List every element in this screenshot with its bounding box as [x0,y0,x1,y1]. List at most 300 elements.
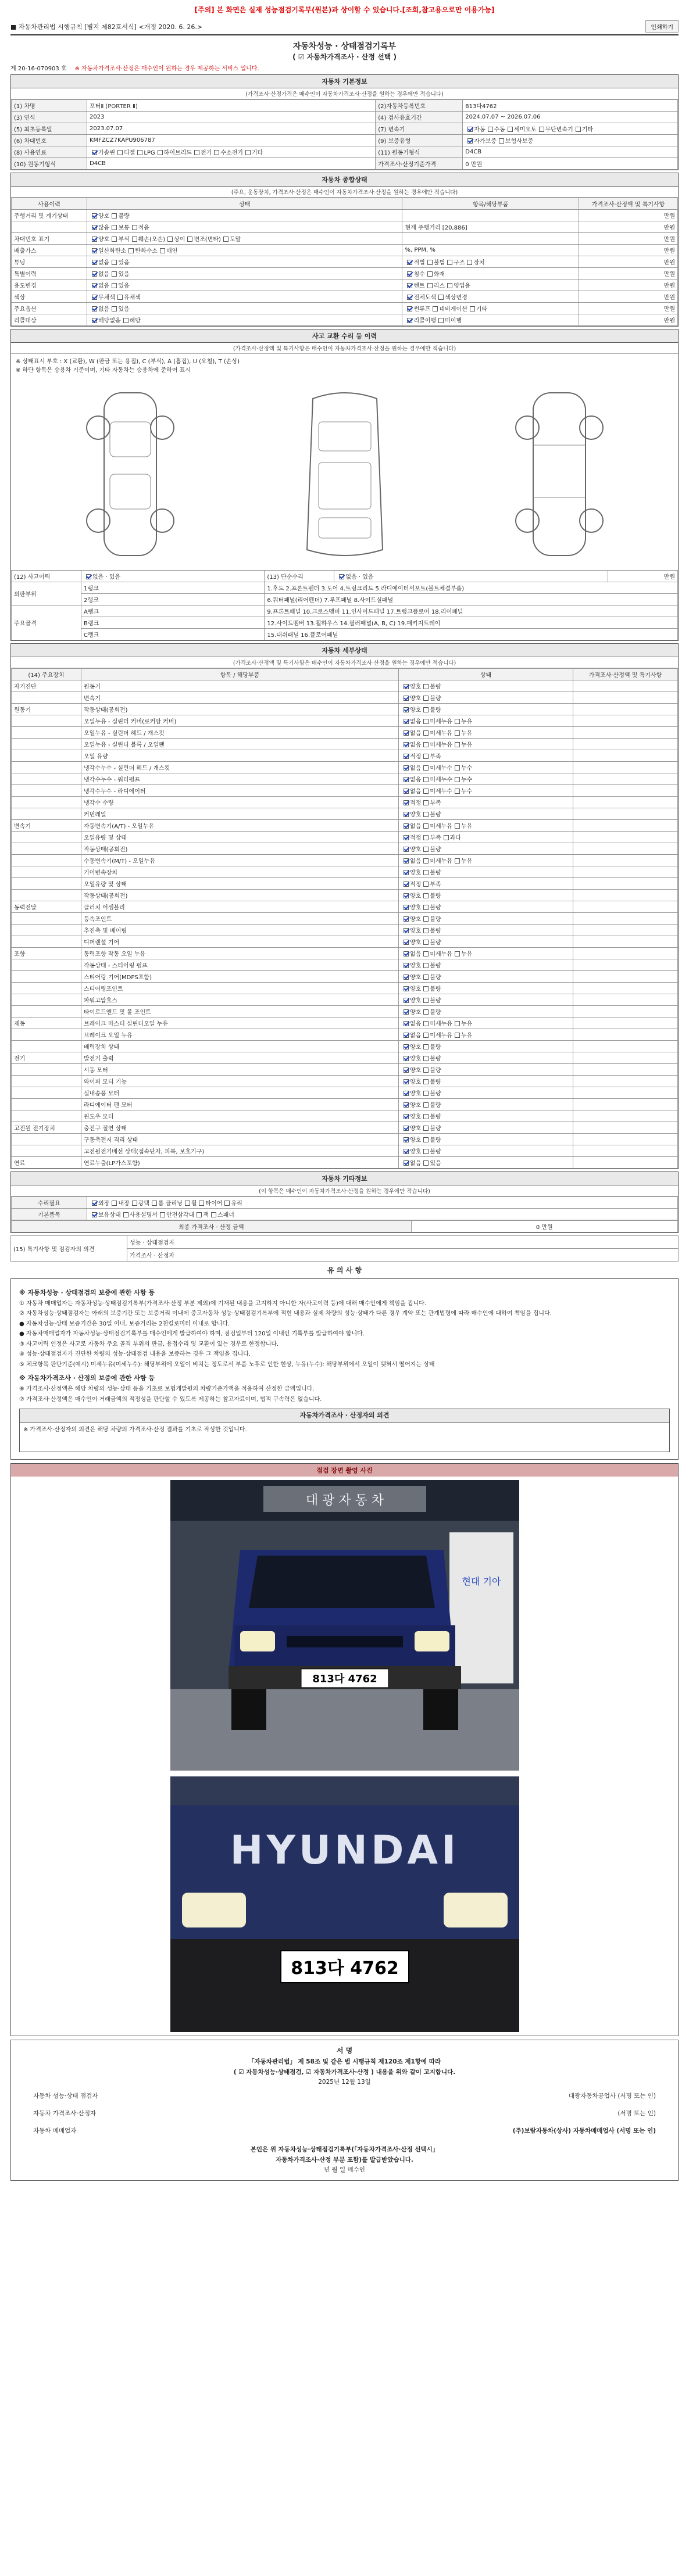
status-part: 침수 화재 [402,268,579,280]
detail-row [12,1006,678,1017]
outer-panel-label: 외판부위 [12,582,81,606]
detail-state: 없음 미세누유 누유 [399,715,573,727]
checkbox [455,765,460,771]
detail-remark [573,948,678,959]
status-state: 없음 있음 [87,280,402,291]
basic-info-value: KMFZCZ7KAPU906787 [87,135,376,146]
detail-remark [573,1052,678,1064]
status-row [12,245,678,256]
checkbox [455,742,460,747]
detail-state: 양호 불량 [399,890,573,901]
detail-state: 양호 불량 [399,1134,573,1145]
basic-info-value: 포터Ⅱ (PORTER Ⅱ) [87,100,376,112]
detail-state: 양호 불량 [399,925,573,936]
detail-device [12,1029,81,1041]
status-item: 차대번호 표기 [12,233,87,245]
plate-number-closeup: 813다 4762 [290,1958,399,1979]
outer-rank1-items: 1.후드 2.프론트펜더 3.도어 4.트렁크리드 5.라디에이터서포트(볼트체결부품) [265,582,678,594]
detail-part: 발전기 출력 [81,1052,399,1064]
status-remark: 만원 [579,210,678,221]
detail-device [12,913,81,925]
signer-dealer: 자동차 매매업자 (주)보람자동차(상사) 자동차매매업사 (서명 또는 인) [33,2127,656,2134]
checkbox [92,237,97,242]
checkbox [423,1160,429,1166]
detail-row [12,936,678,948]
detail-remark [573,785,678,797]
status-remark: 만원 [579,233,678,245]
detail-device [12,1087,81,1099]
checkbox [423,998,429,1003]
detail-device [12,692,81,704]
checkbox [404,765,409,771]
detail-remark [573,1145,678,1157]
detail-row [12,1087,678,1099]
detail-part: 오일누유 - 실린더 블록 / 오일팬 [81,739,399,750]
detail-row [12,739,678,750]
basic-info-value: 2023.07.07 [87,123,376,135]
detail-remark [573,1006,678,1017]
status-row [12,221,678,233]
status-remark: 만원 [579,256,678,268]
status-row [12,210,678,221]
detail-remark [573,1017,678,1029]
checkbox [404,893,409,898]
checkbox [404,1033,409,1038]
final-price-label: 최종 가격조사 · 산정 금액 [12,1221,412,1233]
detail-state: 양호 불량 [399,843,573,855]
basic-info-label: 가격조사·산정기준가격 [376,158,463,170]
detail-status-section [10,643,679,1169]
detail-device [12,971,81,983]
checkbox [92,271,97,277]
checkbox [92,306,97,311]
detail-state: 양호 불량 [399,1052,573,1064]
damage-history-note: (가격조사·산정액 및 특기사항은 매수인이 자동차가격조사·산정을 원하는 경우에만 적습니다) [11,343,678,354]
detail-row [12,1041,678,1052]
checkbox [423,1091,429,1096]
detail-device [12,1076,81,1087]
detail-state: 적정 부족 [399,878,573,890]
basic-info-label: (9) 보증유형 [376,135,463,146]
detail-device [12,715,81,727]
outer-rank1: 1랭크 [81,582,265,594]
checkbox [160,1212,165,1217]
basic-info-value: D4CB [463,146,678,158]
overall-status-section [10,173,679,327]
basic-info-value: 가솔린 디젤 LPG 하이브리드 전기 수소전기 기타 [87,146,376,158]
print-button[interactable]: 인쇄하기 [645,20,679,33]
detail-state: 양호 불량 [399,680,573,692]
detail-device [12,1006,81,1017]
checkbox [470,306,475,311]
checkbox [112,271,117,277]
detail-device [12,1145,81,1157]
outer-rank2: 2랭크 [81,594,265,606]
detail-device: 동력전달 [12,901,81,913]
damage-history-section [10,329,679,641]
checkbox [197,1212,202,1217]
checkbox [467,127,473,132]
detail-part: 냉각수 수량 [81,797,399,808]
detail-row [12,1064,678,1076]
status-part: 리콜이행 미이행 [402,314,579,326]
main-rankC-items: 15.대쉬패널 16.플로어패널 [265,629,678,640]
checkbox [455,858,460,864]
detail-device [12,773,81,785]
warranty-paragraph: ● 자동차매매업자가 자동차성능·상태점검기록부를 매수인에게 발급하여야 하며, 점검일부터 120일 이내인 기록부를 발급하여야 합니다. [19,1331,365,1338]
detail-part: 배력장치 상태 [81,1041,399,1052]
detail-remark [573,1157,678,1169]
detail-row [12,959,678,971]
checkbox [404,800,409,805]
inspection-photos [10,1463,679,2036]
checkbox [407,295,412,300]
checkbox [423,905,429,910]
checkbox [455,823,460,829]
detail-state: 없음 미세누유 누유 [399,1029,573,1041]
detail-device [12,750,81,762]
checkbox [423,1044,429,1049]
front-truck-illustration [170,1480,519,1771]
warranty-paragraph: ⑤ 체크항목 판단기준(예시) 미세누유(미세누수): 해당부위에 오일이 비치는 정도로서 부품 노후로 인한 현상, 누유(누수): 해당부위에서 오일이 맺혀서 떨어지는 상태 [19,1361,435,1368]
basic-info-label: (5) 최초등록일 [12,123,87,135]
detail-part: 냉각수누수 - 라디에이터 [81,785,399,797]
checkbox [423,1009,429,1015]
checkbox [423,754,429,759]
doc-number: 제 20-16-070903 호 [10,66,67,72]
detail-row [12,832,678,843]
checkbox [423,1137,429,1142]
detail-remark [573,994,678,1006]
detail-state: 적정 부족 과다 [399,832,573,843]
other-info-heading: 자동차 기타정보 [11,1172,678,1185]
checkbox [455,1033,460,1038]
detail-remark [573,1087,678,1099]
status-state: 많음 보통 적음 [87,221,402,233]
repair-label: (13) 단순수리 [265,571,334,582]
detail-state: 양호 불량 [399,994,573,1006]
checkbox [423,1102,429,1108]
detail-device [12,983,81,994]
checkbox [423,893,429,898]
detail-part: 타이로드엔드 및 볼 조인트 [81,1006,399,1017]
detail-part: 동력조향 작동 오일 누유 [81,948,399,959]
detail-state: 없음 있음 [399,1157,573,1169]
status-item: 튜닝 [12,256,87,268]
detail-part: 등속조인트 [81,913,399,925]
status-state: 해당없음 해당 [87,314,402,326]
status-remark: 만원 [579,221,678,233]
detail-part: 디퍼렌셜 기어 [81,936,399,948]
checkbox [112,283,117,288]
checkbox [423,870,429,875]
detail-remark [573,1064,678,1076]
basic-info-label: (7) 변속기 [376,123,463,135]
warranty-paragraph: ② 자동차성능·상태점검자는 아래의 보증기간 또는 보증거리 이내에 중고자동차 성능·상태점검기록부에 적힌 내용과 실제 차량의 성능·상태가 다른 경우 계약 또는 관계법령에 따라 매수인에 대하여 책임을 집니다. [19,1310,552,1317]
checkbox [447,260,452,265]
declaration-line1: 「자동차관리법」 제 58조 및 같은 법 시행규칙 제120조 제1항에 따라 [248,2058,441,2065]
checkbox [132,225,137,230]
checkbox [539,127,544,132]
checkbox [467,260,472,265]
checkbox [404,1044,409,1049]
detail-remark [573,727,678,739]
checkbox [404,974,409,980]
detail-row [12,925,678,936]
hyundai-lettering: HYUNDAI [230,1828,459,1874]
basic-info-value: 2023 [87,112,376,123]
price-service-note: ※ 자동차가격조사·산정은 매수인이 원하는 경우 제공하는 서비스 입니다. [74,66,259,72]
detail-device [12,785,81,797]
detail-row [12,715,678,727]
detail-remark [573,1029,678,1041]
outer-rank2-items: 6.쿼터패널(리어펜더) 7.루프패널 8.사이드실패널 [265,594,678,606]
detail-part: 냉각수누수 - 워터펌프 [81,773,399,785]
appraiser-opinion-heading: 자동차가격조사 · 산정자의 의견 [20,1409,669,1423]
checkbox [423,777,429,782]
final-price-table [11,1220,678,1233]
checkbox [404,1102,409,1108]
basic-info-row [12,123,678,135]
checkbox [404,940,409,945]
checkbox [404,707,409,712]
detail-state: 양호 불량 [399,704,573,715]
checkbox [455,777,460,782]
checkbox [576,127,581,132]
status-state: 양호 부식 훼손(오손) 상이 변조(변타) 도말 [87,233,402,245]
detail-part: 작동상태(공회전) [81,843,399,855]
preview-notice: [주의] 본 화면은 실제 성능점검기록부(원본)과 상이할 수 있습니다.[조회,참고용으로만 이용가능] [194,6,495,14]
status-state: 없음 있음 [87,256,402,268]
basic-info-label: (2)자동차등록번호 [376,100,463,112]
detail-remark [573,832,678,843]
checkbox [123,1212,128,1217]
detail-part: 실내송풍 모터 [81,1087,399,1099]
checkbox [404,754,409,759]
checkbox [187,237,192,242]
detail-part: 스티어링조인트 [81,983,399,994]
status-part: 렌트 리스 영업용 [402,280,579,291]
checkbox [128,248,134,253]
checkbox [404,777,409,782]
main-rankA-items: 9.프론트패널 10.크로스멤버 11.인사이드패널 17.트렁크플로어 18.리어패널 [265,606,678,617]
detail-column-header: (14) 주요장치 [12,669,81,680]
checkbox [423,823,429,829]
opinion-appraiser: 가격조사 · 산정자 [127,1249,679,1262]
basic-info-label: (3) 연식 [12,112,87,123]
checkbox [404,1009,409,1015]
detail-row [12,1099,678,1110]
status-remark: 만원 [579,245,678,256]
inspection-photos-heading: 점검 장면 촬영 사진 [11,1464,678,1477]
detail-device: 전기 [12,1052,81,1064]
detail-part: 오일유량 및 상태 [81,878,399,890]
detail-part: 오일누유 - 실린더 커버(로커암 커버) [81,715,399,727]
basic-info-label: (10) 원동기형식 [12,158,87,170]
status-remark: 만원 [579,291,678,303]
detail-row [12,1052,678,1064]
signer-inspector: 자동차 성능·상태 점검자 대광자동차공업사 (서명 또는 인) [33,2093,656,2100]
checkbox [132,237,137,242]
status-item: 특별이력 [12,268,87,280]
checkbox [158,150,163,155]
checkbox [92,318,97,323]
detail-state: 적정 부족 [399,750,573,762]
detail-state: 없음 미세누유 누유 [399,1017,573,1029]
car-side-right-diagram [492,387,626,561]
checkbox [404,986,409,991]
basic-info-value: 813다4762 [463,100,678,112]
checkbox [488,127,493,132]
basic-info-label: (6) 차대번호 [12,135,87,146]
other-info-section [10,1171,679,1233]
checkbox [423,696,429,701]
detail-row [12,704,678,715]
detail-device [12,1134,81,1145]
form-header-bar [10,20,679,35]
detail-state: 양호 불량 [399,959,573,971]
final-price-value: 0 만원 [411,1221,677,1233]
detail-row [12,855,678,866]
checkbox [404,823,409,829]
detail-device [12,1064,81,1076]
checkbox [423,765,429,771]
checkbox [404,858,409,864]
detail-state: 양호 불량 [399,913,573,925]
detail-row [12,750,678,762]
other-info-note: (이 항목은 매수인이 자동차가격조사·산정을 원하는 경우에만 적습니다) [11,1185,678,1196]
detail-state: 없음 미세누유 누유 [399,948,573,959]
detail-column-header: 가격조사·산정액 및 특기사항 [573,669,678,680]
checkbox [433,306,438,311]
other-info-label: 기본품목 [12,1209,87,1220]
detail-part: 시동 모터 [81,1064,399,1076]
checkbox [404,684,409,689]
detail-remark [573,715,678,727]
detail-row [12,680,678,692]
detail-state: 없음 미세누유 누유 [399,820,573,832]
detail-remark [573,936,678,948]
detail-part: 작동상태 - 스티어링 펌프 [81,959,399,971]
status-remark: 만원 [579,303,678,314]
basic-info-value: D4CB [87,158,376,170]
checkbox [185,1201,190,1206]
status-part: 전체도색 색상변경 [402,291,579,303]
detail-device [12,866,81,878]
detail-row [12,983,678,994]
checkbox [438,295,444,300]
detail-row [12,797,678,808]
warranty-paragraph: ③ 사고이력 인정은 사고로 자동차 주요 골격 부위의 판금, 용접수리 및 교환이 있는 경우로 한정합니다. [19,1341,279,1348]
detail-remark [573,890,678,901]
status-column-header: 사용이력 [12,198,87,210]
checkbox [223,237,229,242]
car-diagram [11,378,678,570]
checkbox [423,684,429,689]
status-part: 현재 주행거리 [20,886] [402,221,579,233]
detail-column-header: 상태 [399,669,573,680]
checkbox [404,1021,409,1026]
checkbox [404,835,409,840]
checkbox [455,730,460,736]
overall-status-heading: 자동차 종합상태 [11,173,678,187]
detail-remark [573,808,678,820]
checkbox [407,283,412,288]
detail-remark [573,901,678,913]
detail-device: 제동 [12,1017,81,1029]
damage-table [11,570,678,640]
detail-remark [573,1099,678,1110]
detail-remark [573,878,678,890]
shop-sign: 대 광 자 동 차 [305,1493,384,1509]
basic-info-heading: 자동차 기본정보 [11,75,678,88]
checkbox [112,1201,117,1206]
status-remark: 만원 [579,268,678,280]
basic-info-label: (11) 원동기형식 [376,146,463,158]
detail-row [12,1110,678,1122]
detail-state: 양호 불량 [399,1041,573,1052]
detail-state: 양호 불량 [399,692,573,704]
detail-device [12,994,81,1006]
checkbox [423,951,429,956]
inspector-opinion-table [10,1235,679,1262]
status-row [12,233,678,245]
detail-state: 적정 부족 [399,797,573,808]
checkbox [404,916,409,922]
receipt-line2: 자동차가격조사·산정 부분 포함)를 발급받았습니다. [276,2156,413,2163]
checkbox [92,295,97,300]
warranty-paragraph: ④ 성능·상태점검자가 진단한 차량의 성능·상태점검 내용을 보증하는 경우 그 책임을 집니다. [19,1351,251,1358]
basic-info-label: (8) 사용연료 [12,146,87,158]
checkbox [423,835,429,840]
status-part: %, PPM, % [402,245,579,256]
checkbox [404,1160,409,1166]
detail-row [12,948,678,959]
status-item: 색상 [12,291,87,303]
detail-row [12,843,678,855]
detail-part: 수동변속기(M/T) - 오일누유 [81,855,399,866]
detail-part: 브레이크 오일 누유 [81,1029,399,1041]
detail-row [12,762,678,773]
checkbox [117,295,123,300]
detail-device [12,936,81,948]
detail-state: 양호 불량 [399,971,573,983]
detail-part: 구동축전지 격리 상태 [81,1134,399,1145]
detail-remark [573,680,678,692]
detail-device [12,855,81,866]
other-info-value: 외장 내장 광택 룸 클리닝 휠 타이어 유리 [87,1197,678,1209]
detail-part: 오일누유 - 실린더 헤드 / 개스킷 [81,727,399,739]
form-law-reference: ■ 자동차관리법 시행규칙 [별지 제82호서식] <개정 2020. 6. 26.> [10,23,203,31]
checkbox [423,707,429,712]
closeup-truck-photo [170,1776,519,2032]
checkbox [404,1056,409,1061]
plate-number-front: 813다 4762 [312,1673,377,1686]
main-rankB: B랭크 [81,617,265,629]
basic-info-value: 0 만원 [463,158,678,170]
checkbox [92,1212,97,1217]
detail-row [12,971,678,983]
detail-state: 양호 불량 [399,1064,573,1076]
checkbox [423,789,429,794]
detail-row [12,692,678,704]
detail-device [12,727,81,739]
detail-row [12,1134,678,1145]
checkbox [427,260,433,265]
other-info-table [11,1196,678,1220]
status-item [12,221,87,233]
checkbox [245,150,251,155]
